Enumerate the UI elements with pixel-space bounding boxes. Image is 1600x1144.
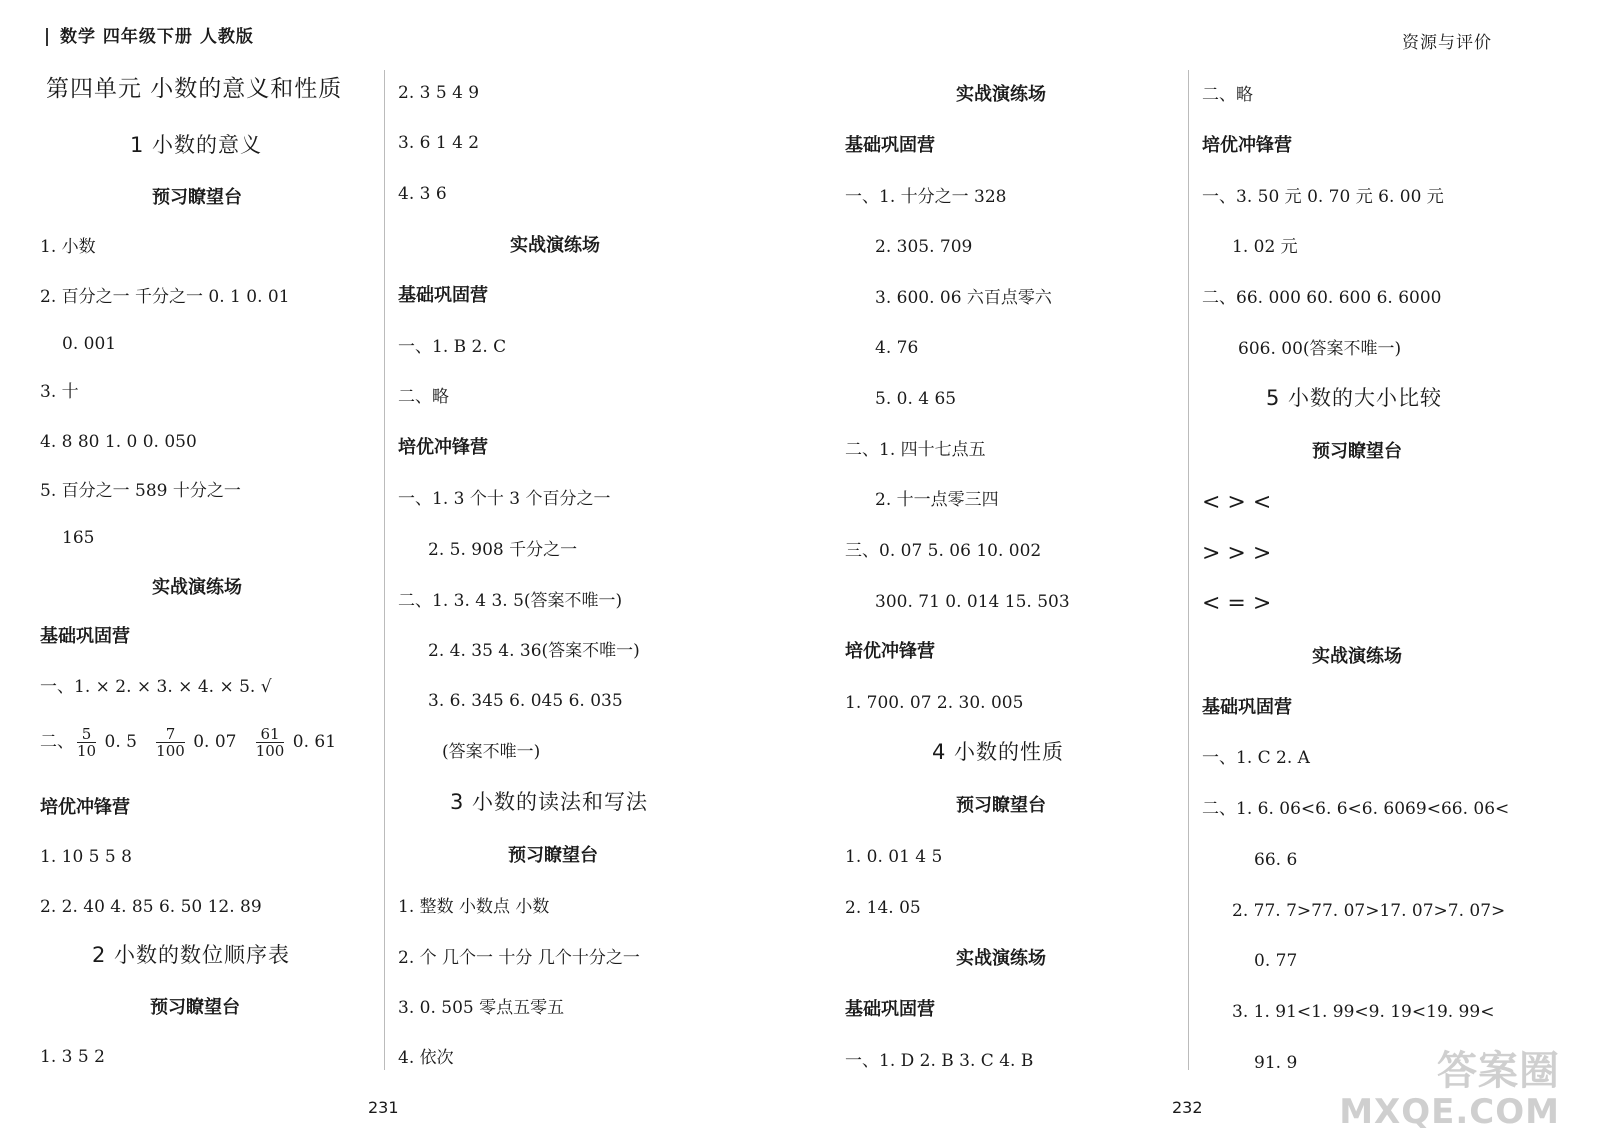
running-header-left [46,22,254,47]
answer-line: 二、1. 6. 06<6. 6<6. 6069<66. 06< [1202,799,1510,819]
subheading: 基础巩固营 [845,135,935,156]
answer-line: 606. 00(答案不唯一) [1238,339,1402,359]
answer-line: 2. 4. 35 4. 36(答案不唯一) [428,641,640,661]
unit-title: 第四单元 小数的意义和性质 [46,76,343,102]
answer-line: 2. 个 几个一 十分 几个十分之一 [398,948,640,968]
page-number-left: 231 [368,1098,399,1117]
fraction [77,726,96,759]
subheading: 培优冲锋营 [40,797,130,818]
answer-line: 4. 3 6 [398,184,447,204]
answer-line: 二、略 [1202,85,1253,105]
decimal: 0. 5 [104,732,137,752]
answer-line: 2. 2. 40 4. 85 6. 50 12. 89 [40,897,262,917]
fraction [156,726,185,759]
answer-line: 91. 9 [1254,1053,1298,1073]
watermark [1339,1039,1560,1132]
answer-line: 2. 十一点零三四 [875,490,999,510]
decimal: 0. 61 [292,732,337,752]
numerator: 5 [77,726,96,743]
subheading: 预习瞭望台 [508,845,598,866]
subheading: 预习瞭望台 [150,997,240,1018]
subheading: 基础巩固营 [845,999,935,1020]
subheading: 培优冲锋营 [845,641,935,662]
header-bar [46,28,48,46]
answer-line: 一、1. 十分之一 328 [845,187,1007,207]
answer-line: 2. 3 5 4 9 [398,83,480,103]
answer-line: 1. 0. 01 4 5 [845,847,943,867]
header-subject: 数学 四年级下册 人教版 [60,27,254,47]
answer-line: 一、3. 50 元 0. 70 元 6. 00 元 [1202,187,1444,207]
answer-line: 1. 02 元 [1232,237,1298,257]
answer-line: 0. 001 [62,334,117,354]
answer-line: 5. 百分之一 589 十分之一 [40,481,241,501]
subheading: 预习瞭望台 [1312,441,1402,462]
subheading: 基础巩固营 [40,626,130,647]
answer-line: 2. 5. 908 千分之一 [428,540,578,560]
answer-line: 300. 71 0. 014 15. 503 [875,592,1070,612]
answer-line: 2. 14. 05 [845,898,921,918]
answer-line: 3. 0. 505 零点五零五 [398,998,565,1018]
answer-line: 三、0. 07 5. 06 10. 002 [845,541,1042,561]
section-title: 4 小数的性质 [932,740,1065,764]
answer-line: 1. 700. 07 2. 30. 005 [845,693,1024,713]
answer-line: < = > [1202,591,1272,616]
answer-line: 二、66. 000 60. 600 6. 6000 [1202,288,1442,308]
answer-line: 1. 整数 小数点 小数 [398,897,550,917]
subheading: 基础巩固营 [1202,697,1292,718]
answer-line: 165 [62,528,95,548]
answer-line: 3. 6 1 4 2 [398,133,480,153]
decimal: 0. 07 [193,732,237,752]
subheading: 实战演练场 [1312,646,1402,667]
answer-line: 4. 76 [875,338,919,358]
answer-line: 3. 十 [40,382,79,402]
answer-line: 5. 0. 4 65 [875,389,957,409]
answer-line: 2. 305. 709 [875,237,973,257]
denominator: 100 [255,742,285,760]
answer-line: (答案不唯一) [442,742,541,762]
subheading: 预习瞭望台 [152,187,242,208]
denominator: 10 [77,742,97,760]
answer-line: 一、1. 3 个十 3 个百分之一 [398,489,611,509]
subheading: 实战演练场 [152,577,242,598]
subheading: 培优冲锋营 [398,437,488,458]
running-header-right: 资源与评价 [1402,33,1492,53]
answer-line: 1. 小数 [40,237,96,257]
watermark-en: MXQE.COM [1339,1092,1560,1132]
answer-line: 一、1. C 2. A [1202,748,1310,768]
answer-line: 一、1. B 2. C [398,337,507,357]
answer-line: 二、1. 3. 4 3. 5(答案不唯一) [398,591,623,611]
column-divider [1188,70,1189,1070]
fraction [256,726,285,759]
answer-line: 1. 10 5 5 8 [40,847,132,867]
page-number-right: 232 [1172,1098,1203,1117]
answer-line: < > < [1202,490,1272,515]
answer-line: 二、略 [398,387,449,407]
watermark-cn: 答案圈 [1437,1048,1560,1094]
answer-line: 1. 3 5 2 [40,1047,105,1067]
section-title: 2 小数的数位顺序表 [92,943,291,967]
answer-line: 0. 77 [1254,951,1298,971]
subheading: 实战演练场 [956,84,1046,105]
subheading: 培优冲锋营 [1202,135,1292,156]
answer-line: 一、1. × 2. × 3. × 4. × 5. √ [40,677,272,697]
answer-line: 2. 77. 7>77. 07>17. 07>7. 07> [1232,901,1506,921]
subheading: 实战演练场 [956,948,1046,969]
answer-line: 二、1. 四十七点五 [845,440,986,460]
answer-line-fractions [40,726,336,759]
subheading: 基础巩固营 [398,285,488,306]
answer-line: 4. 8 80 1. 0 0. 050 [40,432,197,452]
answer-line: 一、1. D 2. B 3. C 4. B [845,1051,1034,1071]
section-title: 3 小数的读法和写法 [450,790,649,814]
answer-line: 4. 依次 [398,1048,454,1068]
section-title: 5 小数的大小比较 [1266,386,1443,410]
answer-line: 3. 6. 345 6. 045 6. 035 [428,691,623,711]
answer-line: > > > [1202,541,1272,566]
answer-line: 3. 1. 91<1. 99<9. 19<19. 99< [1232,1002,1495,1022]
answer-line: 2. 百分之一 千分之一 0. 1 0. 01 [40,287,290,307]
numerator: 61 [256,726,285,743]
subheading: 预习瞭望台 [956,795,1046,816]
answer-line: 3. 600. 06 六百点零六 [875,288,1052,308]
prefix: 二、 [40,732,74,752]
denominator: 100 [156,742,185,760]
subheading: 实战演练场 [510,235,600,256]
section-title: 1 小数的意义 [130,133,263,157]
answer-line: 66. 6 [1254,850,1298,870]
column-divider [384,70,385,1070]
numerator: 7 [156,726,185,743]
